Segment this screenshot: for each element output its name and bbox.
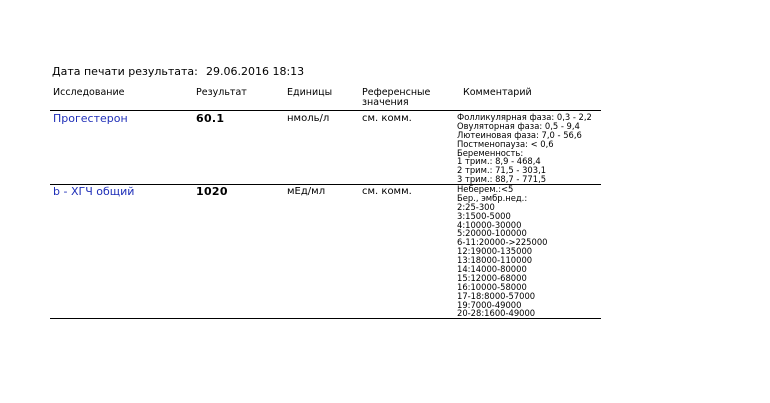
- comment-line: 2:25-300: [457, 201, 495, 212]
- header-reference: [362, 88, 430, 108]
- comment-line: 15:12000-68000: [457, 272, 527, 283]
- test-name-hcg[interactable]: b - ХГЧ общий: [53, 185, 135, 198]
- print-date-value: 29.06.2016 18:13: [206, 65, 305, 78]
- print-date: [52, 65, 305, 78]
- comment-line: 14:14000-80000: [457, 264, 527, 275]
- header-reference-line1: Референсные: [362, 87, 431, 98]
- header-divider: [50, 110, 601, 111]
- comment-line: 5:20000-100000: [457, 228, 527, 239]
- comment-line: Овуляторная фаза: 0,5 - 9,4: [457, 120, 580, 131]
- comment-line: 17-18:8000-57000: [457, 290, 536, 301]
- header-reference-line2: значения: [362, 97, 409, 108]
- comment-line: 3 трим.: 88,7 - 771,5: [457, 174, 547, 185]
- comment-block: [457, 113, 592, 184]
- comment-line: Лютеиновая фаза: 7,0 - 56,6: [457, 129, 582, 140]
- result-value: 60.1: [196, 112, 225, 125]
- header-result: Результат: [196, 87, 247, 98]
- result-value: 1020: [196, 185, 228, 198]
- comment-line: 3:1500-5000: [457, 210, 511, 221]
- comment-line: Беременность:: [457, 147, 524, 158]
- comment-line: 20-28:1600-49000: [457, 308, 536, 319]
- comment-line: Неберем.:<5: [457, 184, 514, 194]
- units-value: нмоль/л: [287, 113, 330, 124]
- reference-value: см. комм.: [362, 113, 412, 124]
- header-units: Единицы: [287, 87, 333, 98]
- reference-value: см. комм.: [362, 186, 412, 197]
- comment-line: 4:10000-30000: [457, 219, 522, 230]
- comment-block: [457, 185, 547, 318]
- comment-line: 13:18000-110000: [457, 255, 533, 266]
- comment-line: 2 трим.: 71,5 - 303,1: [457, 165, 547, 176]
- comment-line: 1 трим.: 8,9 - 468,4: [457, 156, 541, 167]
- comment-line: Бер., эмбр.нед.:: [457, 192, 528, 203]
- comment-line: 19:7000-49000: [457, 299, 522, 310]
- comment-line: 12:19000-135000: [457, 246, 533, 257]
- header-study: Исследование: [53, 87, 125, 98]
- units-value: мЕд/мл: [287, 186, 326, 197]
- comment-line: Постменопауза: < 0,6: [457, 138, 554, 149]
- comment-line: Фолликулярная фаза: 0,3 - 2,2: [457, 112, 592, 122]
- test-name-progesterone[interactable]: Прогестерон: [53, 112, 128, 125]
- comment-line: 6-11:20000->225000: [457, 237, 548, 248]
- header-comment: Комментарий: [463, 87, 532, 98]
- table-bottom-divider: [50, 318, 601, 319]
- comment-line: 16:10000-58000: [457, 281, 527, 292]
- print-date-label: Дата печати результата:: [52, 65, 198, 78]
